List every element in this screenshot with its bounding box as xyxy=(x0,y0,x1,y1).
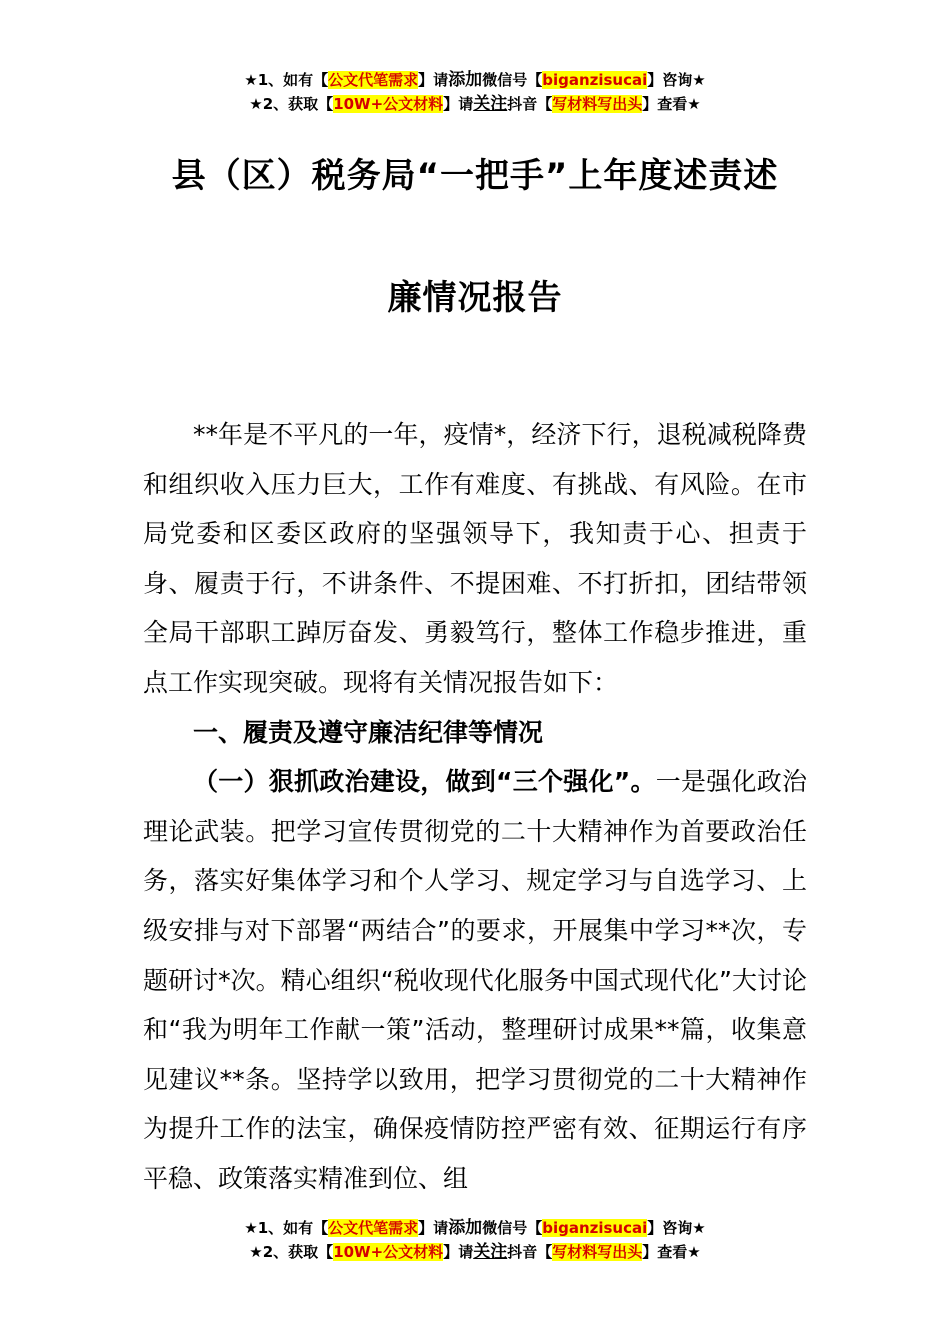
top-notice xyxy=(0,68,950,116)
notice-line-1: ★1、如有【公文代笔需求】请添加微信号【biganzisucai】咨询★ xyxy=(244,1218,706,1238)
notice-line-2: ★2、获取【10W+公文材料】请关注抖音【写材料写出头】查看★ xyxy=(249,1242,701,1262)
notice-highlight: 10W+公文材料 xyxy=(333,95,444,113)
section-paragraph xyxy=(143,757,807,1203)
document-body xyxy=(143,410,807,1204)
subsection-heading: （一）狠抓政治建设，做到“三个强化”。 xyxy=(193,767,656,797)
bottom-notice xyxy=(0,1216,950,1264)
notice-highlight: 公文代笔需求 xyxy=(328,1219,419,1237)
section-heading: 一、履责及遵守廉洁纪律等情况 xyxy=(193,717,544,747)
douyin-id: 写材料写出头 xyxy=(552,95,643,113)
intro-paragraph: **年是不平凡的一年，疫情*，经济下行，退税减税降费和组织收入压力巨大，工作有难度、有挑战、有风险。在市局党委和区委区政府的坚强领导下，我知责于心、担责于身、履责于行，不讲条件、不提困难、不打折扣，团结带领全局干部职工踔厉奋发、勇毅笃行，整体工作稳步推进，重点工作实现突破。现将有关情况报告如下： xyxy=(143,420,807,697)
douyin-id: 写材料写出头 xyxy=(552,1243,643,1261)
subsection-text: 一是强化政治理论武装。把学习宣传贯彻党的二十大精神作为首要政治任务，落实好集体学习和个人学习、规定学习与自选学习、上级安排与对下部署“两结合”的要求，开展集中学习**次，专题研讨*次。精心组织“税收现代化服务中国式现代化”大讨论和“我为明年工作献一策”活动，整理研讨成果**篇，收集意见建议**条。坚持学以致用，把学习贯彻党的二十大精神作为提升工作的法宝，确保疫情防控严密有效、征期运行有序平稳、政策落实精准到位、组 xyxy=(143,767,807,1193)
document-title-line-2: 廉情况报告 xyxy=(387,278,563,318)
document-title-line-1: 县（区）税务局“一把手”上年度述责述 xyxy=(171,156,779,196)
wechat-id: biganzisucai xyxy=(542,1219,648,1237)
notice-highlight: 10W+公文材料 xyxy=(333,1243,444,1261)
notice-highlight: 公文代笔需求 xyxy=(328,71,419,89)
notice-line-1: ★1、如有【公文代笔需求】请添加微信号【biganzisucai】咨询★ xyxy=(244,70,706,90)
wechat-id: biganzisucai xyxy=(542,71,648,89)
notice-line-2: ★2、获取【10W+公文材料】请关注抖音【写材料写出头】查看★ xyxy=(249,94,701,114)
